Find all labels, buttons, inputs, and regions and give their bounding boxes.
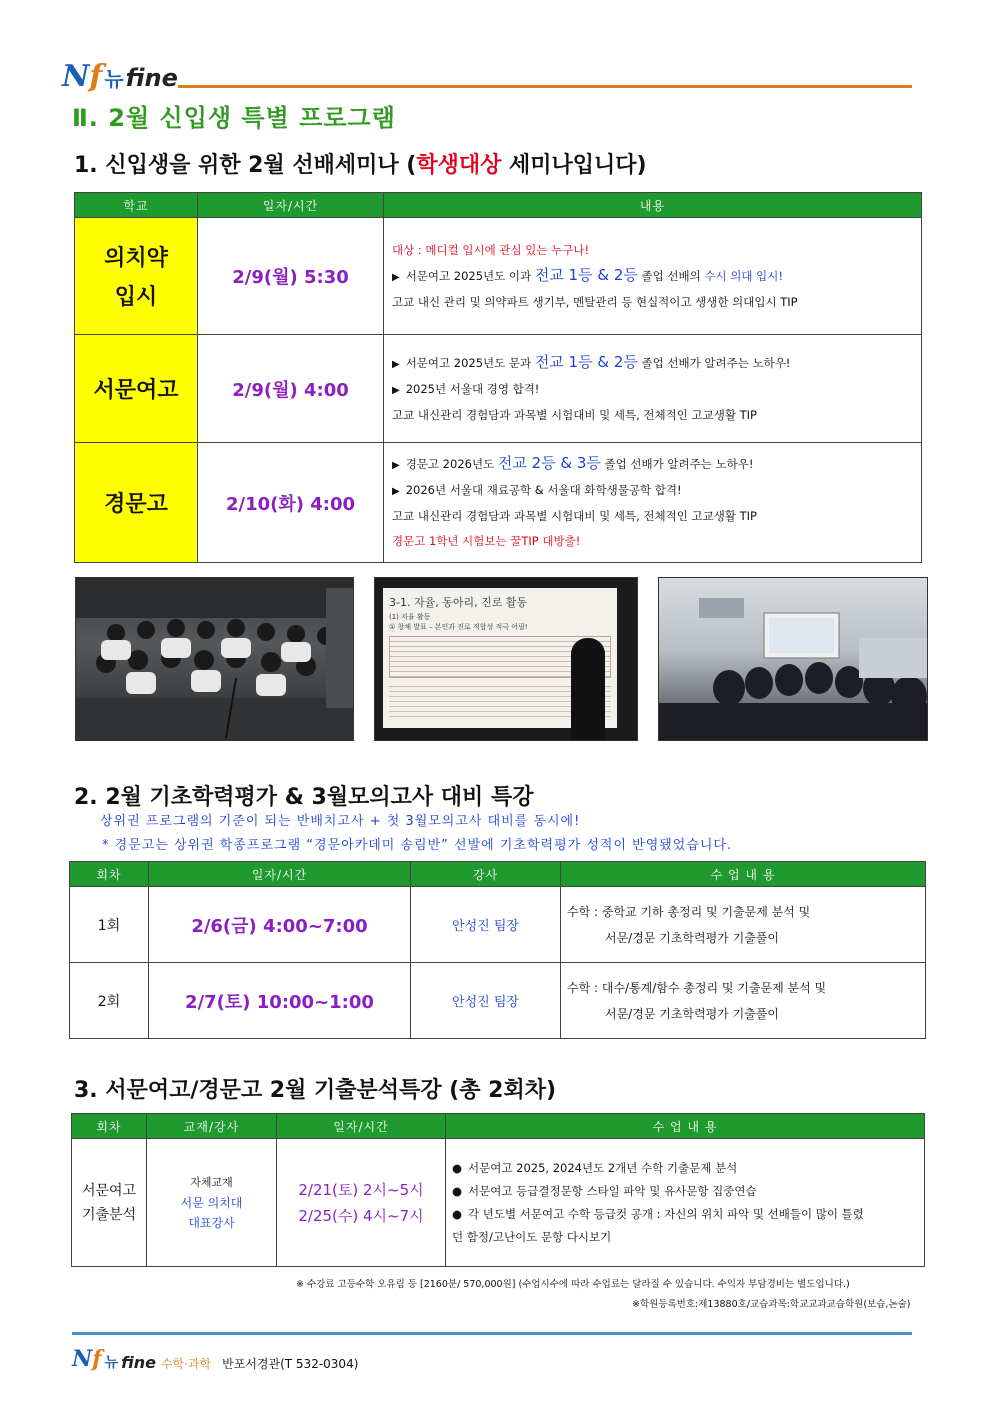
date-cell: 2/9(월) 5:30	[198, 218, 384, 335]
page-title: Ⅱ. 2월 신입생 특별 프로그램	[72, 104, 396, 132]
content-line: 수학 : 대수/통계/함수 총정리 및 기출문제 분석 및	[567, 980, 827, 995]
logo-brand-kr: 뉴	[104, 67, 124, 91]
school-cell	[75, 218, 198, 335]
photo-illustration	[76, 578, 353, 740]
section1-title-highlight: 학생대상	[416, 153, 502, 178]
footer	[72, 1346, 358, 1372]
content-line: 던 함정/고난이도 문항 다시보기	[452, 1229, 612, 1244]
date-cell: 2/9(월) 4:00	[198, 335, 384, 443]
section2-note: * 경문고는 상위권 학종프로그램 “경문아카데미 송림반” 선발에 기초학력평가 성적이 반영됐었습니다.	[102, 838, 733, 853]
header-date: 일자/시간	[277, 1114, 446, 1139]
content-line: 서문/경문 기초학력평가 기출풀이	[605, 1006, 779, 1021]
header-round: 회차	[72, 1114, 147, 1139]
round-label: 서문여고	[81, 1182, 137, 1199]
date-cell: 2/10(화) 4:00	[198, 443, 384, 563]
content-cell	[561, 963, 926, 1039]
table-header-row	[72, 1114, 925, 1139]
footer-logo-mark: Nf	[72, 1346, 102, 1372]
table-row	[70, 963, 926, 1039]
content-cell	[446, 1139, 925, 1267]
exam-analysis-table	[71, 1113, 925, 1267]
content-line: ▶ 서문여고 2025년도 문과 전교 1등 & 2등 졸업 선배가 알려주는 노하우!	[392, 352, 791, 371]
teacher-cell: 안성진 팀장	[411, 887, 561, 963]
table-row	[72, 1139, 925, 1267]
bullet-triangle-icon: ▶	[392, 384, 400, 396]
content-cell	[384, 218, 922, 335]
date-cell	[277, 1139, 446, 1267]
table-header-row	[75, 193, 922, 218]
seminar-photo-students	[75, 577, 354, 741]
content-line: 대상 : 메디컬 입시에 관심 있는 누구나!	[392, 242, 590, 257]
table-row	[75, 218, 922, 335]
special-lecture-table	[69, 861, 926, 1039]
bullet-triangle-icon: ▶	[392, 271, 400, 283]
round-cell	[72, 1139, 147, 1267]
section1-title	[74, 148, 647, 179]
content-line: 수학 : 중학교 기하 총정리 및 기출문제 분석 및	[567, 904, 811, 919]
seminar-photos	[75, 577, 928, 741]
seminar-photo-classroom	[658, 577, 928, 741]
footer-brand-kr: 뉴	[104, 1355, 119, 1371]
footer-subject: 수학·과학	[160, 1357, 212, 1371]
round-cell: 1회	[70, 887, 149, 963]
material-label: 서문 의치대	[180, 1195, 243, 1210]
header-content: 수 업 내 용	[561, 862, 926, 887]
content-line: 경문고 1학년 시험보는 꿀TIP 대방출!	[392, 534, 581, 548]
content-cell	[384, 335, 922, 443]
photo-illustration	[659, 578, 927, 740]
slide-title: 3-1. 자율, 동아리, 진로 활동	[389, 596, 528, 609]
header-date: 일자/시간	[149, 862, 411, 887]
material-label: 대표강사	[188, 1215, 235, 1230]
logo-mark: Nf	[62, 59, 103, 94]
footer-brand-en: fine	[121, 1353, 156, 1372]
brand-logo	[62, 59, 178, 94]
logo-brand-en: fine	[125, 64, 178, 92]
date-cell: 2/7(토) 10:00~1:00	[149, 963, 411, 1039]
header-date: 일자/시간	[198, 193, 384, 218]
section2-title: 2. 2월 기초학력평가 & 3월모의고사 대비 특강	[74, 785, 534, 810]
content-line: ▶ 2025년 서울대 경영 합격!	[392, 381, 540, 396]
content-line: 고교 내신관리 경험담과 과목별 시험대비 및 세특, 전체적인 고교생활 TIP	[392, 407, 757, 422]
header-round: 회차	[70, 862, 149, 887]
content-line: ▶ 경문고 2026년도 전교 2등 & 3등 졸업 선배가 알려주는 노하우!	[392, 454, 754, 472]
table-header-row	[70, 862, 926, 887]
header-school: 학교	[75, 193, 198, 218]
content-line: ● 각 년도별 서문여고 수학 등급컷 공개 : 자신의 위치 파악 및 선배들이 많이 틀렸	[452, 1206, 864, 1221]
seminar-table	[74, 192, 922, 563]
section1-title-pre: 1. 신입생을 위한 2월 선배세미나 (	[74, 153, 417, 178]
bullet-dot-icon: ●	[452, 1206, 463, 1221]
round-label: 기출분석	[81, 1206, 137, 1223]
footer-divider	[72, 1332, 912, 1335]
header-content: 수 업 내 용	[446, 1114, 925, 1139]
bullet-triangle-icon: ▶	[392, 486, 400, 497]
footer-branch: 반포서경관(T 532-0304)	[222, 1357, 359, 1371]
table-row	[75, 335, 922, 443]
round-cell: 2회	[70, 963, 149, 1039]
slide-subtitle: ① 창체 발표 – 본인과 진로 적합성 적극 어필!	[389, 623, 528, 631]
table-row	[70, 887, 926, 963]
section2-subtitle: 상위권 프로그램의 기준이 되는 반배치고사 + 첫 3월모의고사 대비를 동시에!	[100, 814, 581, 829]
seminar-photo-presentation	[374, 577, 638, 741]
content-line: 서문/경문 기초학력평가 기출풀이	[605, 930, 779, 945]
content-line: 고교 내신관리 경험담과 과목별 시험대비 및 세특, 전체적인 고교생활 TIP	[392, 509, 757, 523]
bullet-triangle-icon: ▶	[392, 460, 400, 471]
header-teacher: 강사	[411, 862, 561, 887]
content-line: 고교 내신 관리 및 의약파트 생기부, 멘탈관리 등 현실적이고 생생한 의대입시 TIP	[392, 294, 798, 309]
fee-note: ※ 수강료 고등수학 오유림 등 [2160분/ 570,000원] (수업시수에 따라 수업료는 달라질 수 있습니다. 수익자 부담경비는 별도입니다.)	[296, 1279, 850, 1290]
table-row	[75, 443, 922, 563]
header-content: 내용	[384, 193, 922, 218]
header-divider	[178, 85, 912, 88]
content-line: ● 서문여고 등급결정문항 스타일 파악 및 유사문항 집중연습	[452, 1183, 757, 1198]
section1-title-post: 세미나입니다)	[501, 153, 647, 178]
date-cell: 2/6(금) 4:00~7:00	[149, 887, 411, 963]
school-label: 의치약	[104, 246, 168, 271]
teacher-cell: 안성진 팀장	[411, 963, 561, 1039]
registration-note: ※학원등록번호:제13880호/교습과목:학교교과교습학원(보습,논술)	[632, 1299, 911, 1310]
bullet-triangle-icon: ▶	[392, 358, 400, 370]
material-label: 자체교재	[190, 1175, 233, 1189]
section3-title: 3. 서문여고/경문고 2월 기출분석특강 (총 2회차)	[74, 1078, 557, 1103]
material-cell	[147, 1139, 277, 1267]
header-material: 교재/강사	[147, 1114, 277, 1139]
date-label: 2/21(토) 2시~5시	[298, 1180, 424, 1199]
content-line: ▶ 서문여고 2025년도 이과 전교 1등 & 2등 졸업 선배의 수시 의대 입시!	[392, 265, 783, 284]
school-cell: 서문여고	[75, 335, 198, 443]
bullet-dot-icon: ●	[452, 1160, 463, 1175]
content-cell	[561, 887, 926, 963]
content-line: ▶ 2026년 서울대 재료공학 & 서울대 화학생물공학 합격!	[392, 483, 682, 497]
content-cell	[384, 443, 922, 563]
presenter-figure	[571, 638, 605, 740]
slide-subtitle: (1) 자율 활동	[389, 613, 431, 621]
bullet-dot-icon: ●	[452, 1183, 463, 1198]
content-line: ● 서문여고 2025, 2024년도 2개년 수학 기출문제 분석	[452, 1160, 738, 1175]
school-label: 입시	[114, 285, 158, 310]
date-label: 2/25(수) 4시~7시	[298, 1206, 424, 1225]
school-cell: 경문고	[75, 443, 198, 563]
